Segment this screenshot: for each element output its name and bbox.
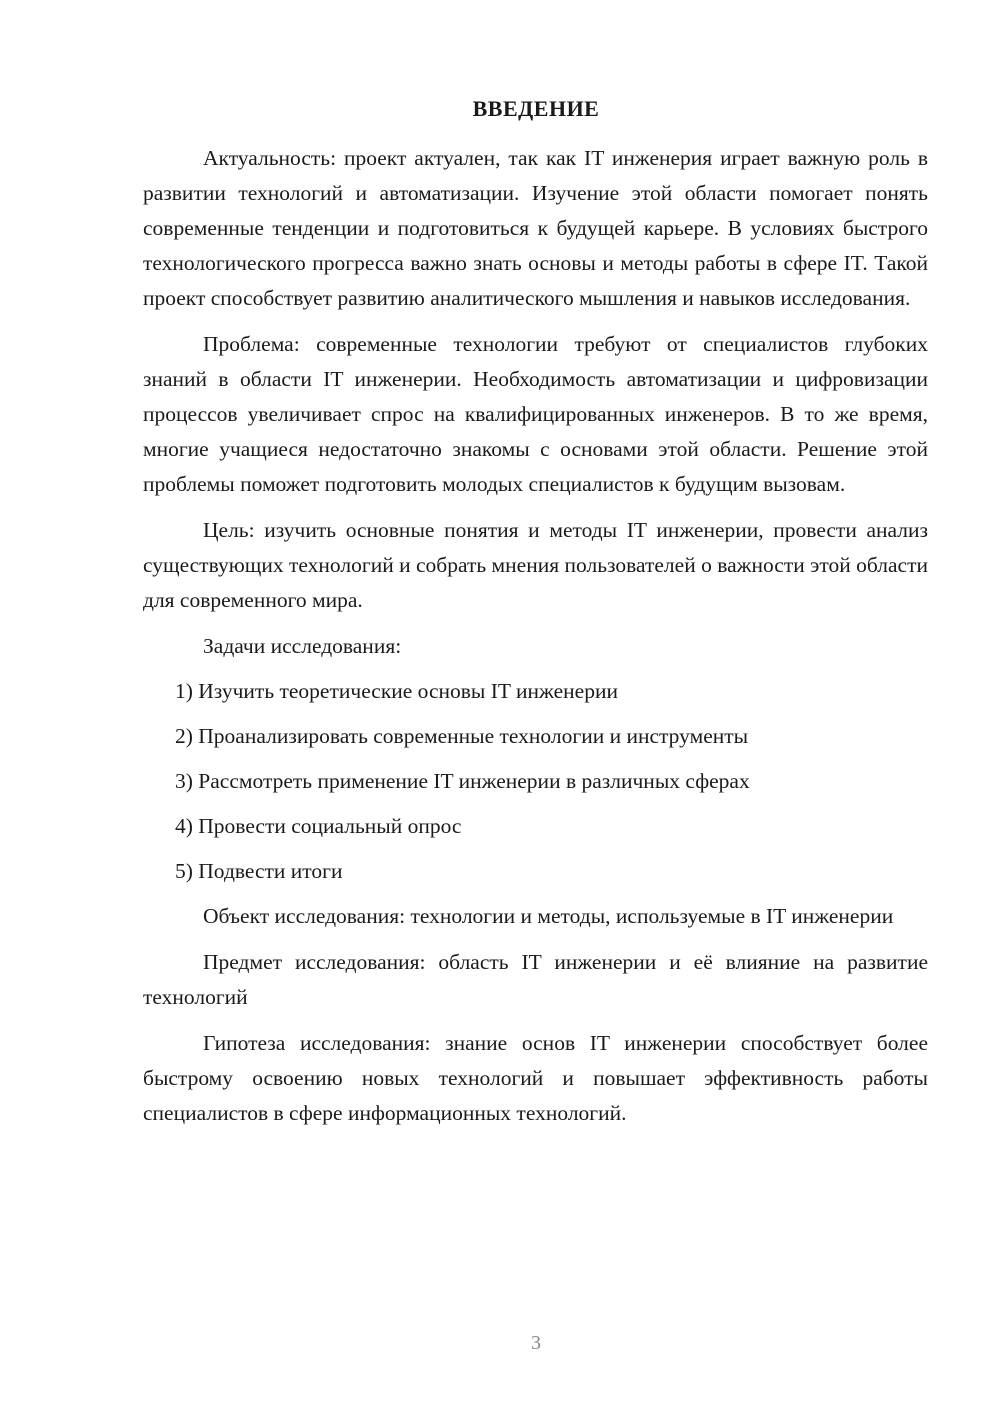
paragraph-subject: Предмет исследования: область IT инженерии и её влияние на развитие технологий (143, 950, 928, 1009)
paragraph-problem: Проблема: современные технологии требуют от специалистов глубоких знаний в области IT инженерии. Необходимость автоматизации и цифровизации процессов увеличивает спрос на квалифицированных инженеров. В то же время, многие учащиеся недостаточно знакомы с основами этой области. Решение этой проблемы поможет подготовить молодых специалистов к будущим вызовам. (143, 332, 928, 496)
task-item: 4) Провести социальный опрос (175, 814, 462, 838)
paragraph-object: Объект исследования: технологии и методы, используемые в IT инженерии (203, 904, 894, 928)
paragraph-hypothesis: Гипотеза исследования: знание основ IT инженерии способствует более быстрому освоению новых технологий и повышает эффективность работы специалистов в сфере информационных технологий. (143, 1031, 928, 1125)
page-number: 3 (531, 1332, 541, 1354)
task-list (143, 674, 928, 889)
task-item: 5) Подвести итоги (175, 859, 343, 883)
document-body (143, 141, 928, 1142)
paragraph-goal: Цель: изучить основные понятия и методы IT инженерии, провести анализ существующих технологий и собрать мнения пользователей о важности этой области для современного мира. (143, 518, 928, 612)
task-item: 3) Рассмотреть применение IT инженерии в различных сферах (175, 769, 750, 793)
task-item: 2) Проанализировать современные технологии и инструменты (175, 724, 749, 748)
tasks-title: Задачи исследования: (203, 634, 402, 658)
task-item: 1) Изучить теоретические основы IT инженерии (175, 679, 618, 703)
paragraph-relevance: Актуальность: проект актуален, так как IT инженерия играет важную роль в развитии технологий и автоматизации. Изучение этой области помогает понять современные тенденции и подготовиться к будущей карьере. В условиях быстрого технологического прогресса важно знать основы и методы работы в сфере IT. Такой проект способствует развитию аналитического мышления и навыков исследования. (143, 146, 928, 310)
page-title: ВВЕДЕНИЕ (472, 96, 600, 121)
